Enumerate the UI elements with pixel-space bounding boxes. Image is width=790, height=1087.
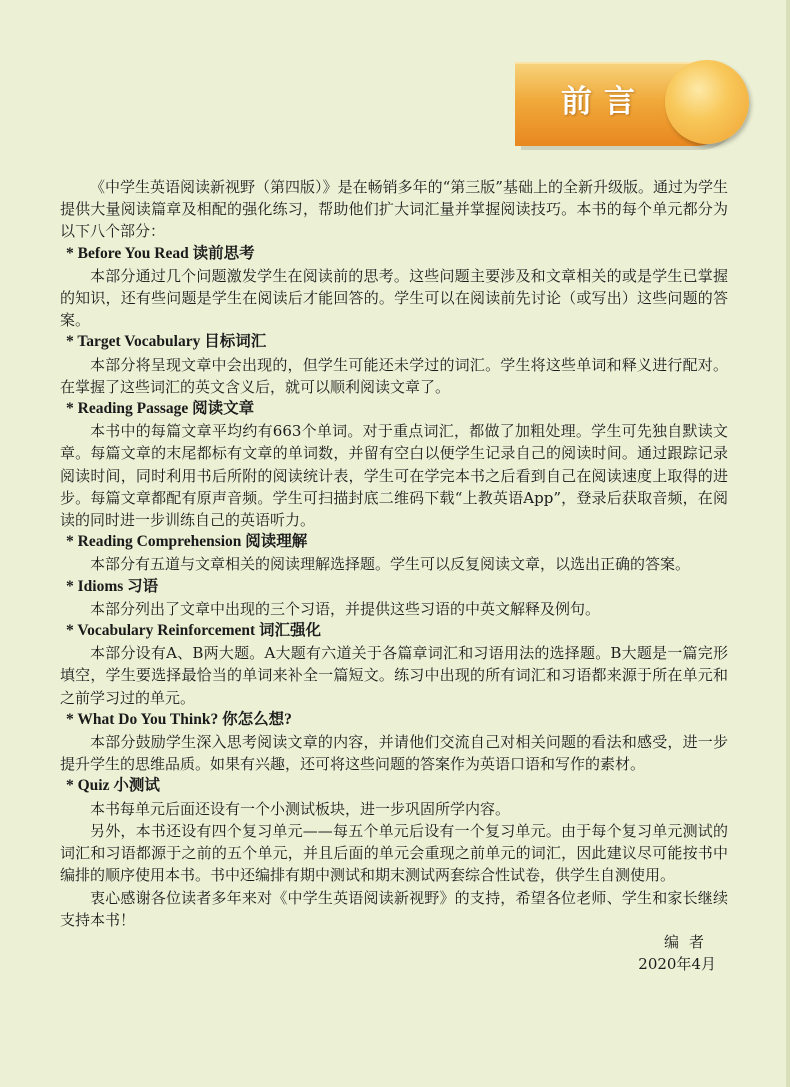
section-body-quiz: 本书每单元后面还设有一个小测试板块，进一步巩固所学内容。 [90, 799, 511, 818]
section-heading-before-you-read: * Before You Read 读前思考 [66, 244, 255, 262]
section-heading-target-vocabulary: * Target Vocabulary 目标词汇 [66, 333, 267, 351]
section-heading-idioms: * Idioms 习语 [66, 577, 159, 595]
signature-author-line [60, 931, 728, 953]
badge-circle [665, 60, 749, 144]
closing-paragraph-thanks: 衷心感谢各位读者多年来对《中学生英语阅读新视野》的支持，希望各位老师、学生和家长继续支持本书！ [60, 888, 728, 929]
section-heading-reading-comprehension: * Reading Comprehension 阅读理解 [66, 533, 308, 551]
section-body-reading-passage: 本书中的每篇文章平均约有663个单词。对于重点词汇，都做了加粗处理。学生可先独自默读文章。每篇文章的末尾都标有文章的单词数，并留有空白以便学生记录自己的阅读时间。通过跟踪记录阅读时间，同时利用书后所附的阅读统计表，学生可在学完本书之后看到自己在阅读速度上取得的进步。每篇文章都配有原声音频。学生可扫描封底二维码下载“上教英语App”，登录后获取音频，在阅读的同时进一步训练自己的英语听力。 [60, 422, 728, 530]
section-body-reading-comprehension: 本部分有五道与文章相关的阅读理解选择题。学生可以反复阅读文章，以选出正确的答案。 [90, 555, 691, 574]
section-body-target-vocabulary: 本部分将呈现文章中会出现的，但学生可能还未学过的词汇。学生将这些单词和释义进行配对。在掌握了这些词汇的英文含义后，就可以顺利阅读文章了。 [60, 355, 728, 396]
signature-date: 2020年4月 [638, 955, 716, 974]
preface-body [60, 176, 728, 975]
section-body-before-you-read: 本部分通过几个问题激发学生在阅读前的思考。这些问题主要涉及和文章相关的或是学生已掌握的知识，还有些问题是学生在阅读后才能回答的。学生可以在阅读前先讨论（或写出）这些问题的答案。 [60, 266, 728, 330]
section-heading-vocabulary-reinforcement: * Vocabulary Reinforcement 词汇强化 [66, 622, 322, 640]
closing-paragraph-review: 另外，本书还设有四个复习单元——每五个单元后设有一个复习单元。由于每个复习单元测试的词汇和习语都源于之前的五个单元，并且后面的单元会重现之前单元的词汇，因此建议尽可能按书中编排的顺序使用本书。书中还编排有期中测试和期末测试两套综合性试卷，供学生自测使用。 [60, 821, 728, 885]
section-heading-quiz: * Quiz 小测试 [66, 777, 160, 795]
section-heading-what-do-you-think: * What Do You Think? 你怎么想? [66, 710, 292, 728]
page-edge [786, 0, 790, 1087]
section-heading-reading-passage: * Reading Passage 阅读文章 [66, 400, 255, 418]
intro-paragraph: 《中学生英语阅读新视野（第四版）》是在畅销多年的“第三版”基础上的全新升级版。通过为学生提供大量阅读篇章及相配的强化练习，帮助他们扩大词汇量并掌握阅读技巧。本书的每个单元都分为以下八个部分： [60, 178, 728, 241]
page-title: 前言 [561, 84, 647, 120]
title-badge [515, 60, 747, 156]
section-body-idioms: 本部分列出了文章中出现的三个习语，并提供这些习语的中英文解释及例句。 [90, 599, 601, 618]
signature-author: 编者 [663, 932, 714, 951]
section-body-vocabulary-reinforcement: 本部分设有A、B两大题。A大题有六道关于各篇章词汇和习语用法的选择题。B大题是一篇完形填空，学生要选择最恰当的单词来补全一篇短文。练习中出现的所有词汇和习语都来源于所在单元和之前学习过的单元。 [60, 644, 728, 707]
section-body-what-do-you-think: 本部分鼓励学生深入思考阅读文章的内容，并请他们交流自己对相关问题的看法和感受，进一步提升学生的思维品质。如果有兴趣，还可将这些问题的答案作为英语口语和写作的素材。 [60, 733, 728, 774]
